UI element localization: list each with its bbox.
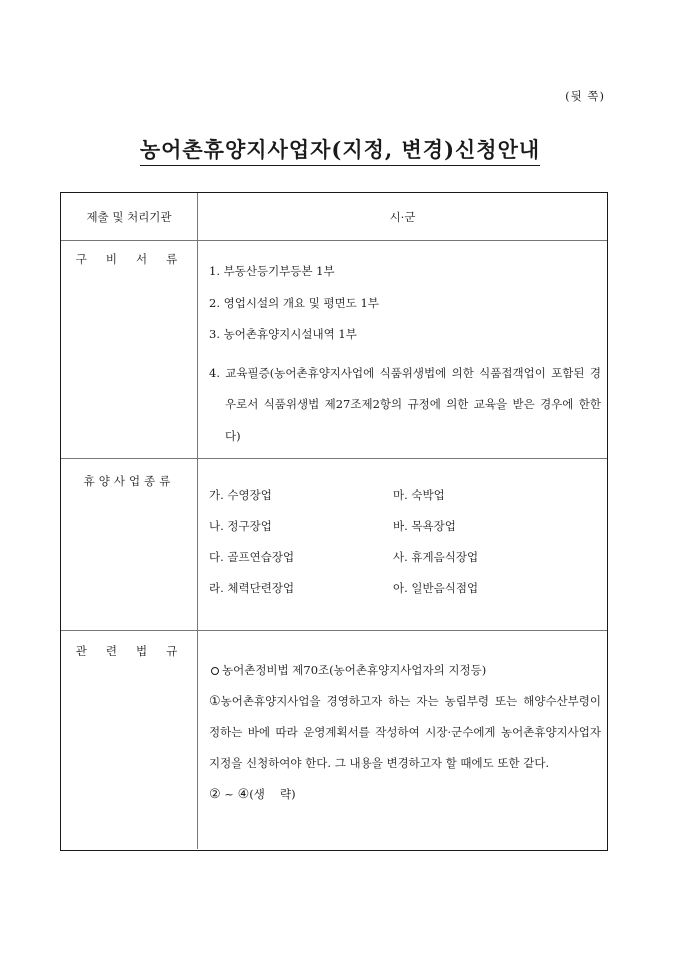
document-item: 3. 농어촌휴양지시설내역 1부 xyxy=(209,327,357,341)
authority-label: 제출 및 처리기관 xyxy=(86,210,172,224)
column-divider xyxy=(197,459,198,630)
page-title-text: 농어촌휴양지사업자(지정, 변경)신청안내 xyxy=(140,137,540,166)
regulations-row xyxy=(61,630,607,849)
business-type-item: 사. 휴게음식장업 xyxy=(393,550,479,564)
law-paragraph-omitted xyxy=(209,779,601,810)
omitted-text: (생 략) xyxy=(249,787,296,801)
column-divider xyxy=(197,241,198,458)
circle-bullet-icon xyxy=(211,667,219,675)
document-item: 4. 교육필증(농어촌휴양지사업에 식품위생법에 의한 식품접객업이 포함된 경우로서 식품위생법 제27조제2항의 규정에 의한 교육을 받은 경우에 한한다) xyxy=(209,365,601,443)
business-types-label: 휴양사업종류 xyxy=(83,474,175,488)
regulations-label: 관련법규 xyxy=(75,644,197,658)
column-divider xyxy=(197,631,198,849)
authority-row xyxy=(61,193,607,240)
business-types-row xyxy=(61,458,607,630)
law-title-text: 농어촌정비법 제70조(농어촌휴양지사업자의 지정등) xyxy=(222,663,487,677)
business-type-item: 다. 골프연습장업 xyxy=(209,550,295,564)
document-item: 2. 영업시설의 개요 및 평면도 1부 xyxy=(209,295,379,310)
law-paragraph-1 xyxy=(209,686,601,779)
page-side-label: (뒷 쪽) xyxy=(565,89,605,103)
range-separator: ~ xyxy=(220,787,238,801)
circled-four-icon: ④ xyxy=(237,787,250,802)
info-table xyxy=(60,192,608,851)
business-type-item: 마. 숙박업 xyxy=(393,488,445,502)
business-type-item: 나. 정구장업 xyxy=(209,519,272,533)
documents-label: 구비서류 xyxy=(75,252,197,266)
business-types-grid xyxy=(209,487,607,596)
law-paragraph-1-text: 농어촌휴양지사업을 경영하고자 하는 자는 농림부령 또는 해양수산부령이 정하는 바에 따라 운영계획서를 작성하여 시장·군수에게 농어촌휴양지사업자 지정을 신청하여야 한다. 그 내용을 변경하고자 할 때에도 또한 같다. xyxy=(209,694,601,770)
document-item: 1. 부동산등기부등본 1부 xyxy=(209,264,335,278)
law-title xyxy=(209,655,601,686)
business-type-item: 라. 체력단련장업 xyxy=(209,581,295,595)
page-title xyxy=(0,134,680,164)
business-type-item: 아. 일반음식점업 xyxy=(393,581,479,595)
circled-two-icon: ② xyxy=(209,787,221,802)
documents-row xyxy=(61,240,607,458)
business-type-item: 가. 수영장업 xyxy=(209,488,272,502)
business-type-item: 바. 목욕장업 xyxy=(393,519,456,533)
regulations-text xyxy=(209,655,601,810)
authority-value: 시·군 xyxy=(389,210,416,224)
documents-list xyxy=(209,263,601,452)
circled-one-icon: ① xyxy=(209,694,221,709)
